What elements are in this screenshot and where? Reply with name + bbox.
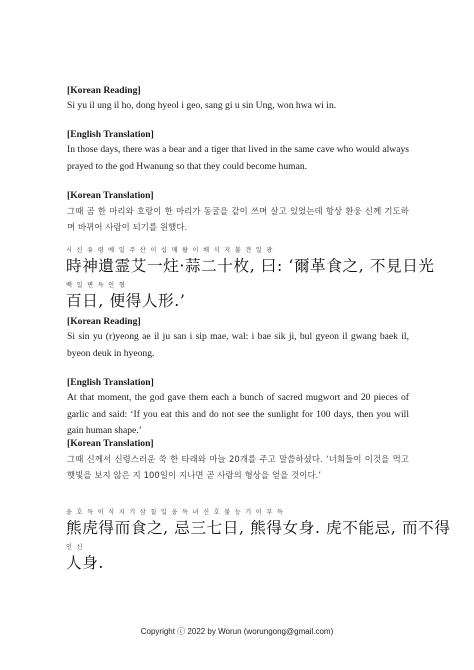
korean-translation-text: 그때 곰 한 마리와 호랑이 한 마리가 동굴을 같이 쓰며 살고 있었는데 항상 환웅 신께 기도하며 바뀌어 사람이 되기를 원했다. xyxy=(67,206,409,232)
section-label-korean-translation: [Korean Translation] xyxy=(67,190,154,201)
section-label-english-translation: [English Translation] xyxy=(67,129,154,140)
hanja-passage-1 xyxy=(66,245,435,311)
hanja-reading-annotation: 웅 호 득 이 식 지 기 삼 칠 일 웅 득 녀 신 호 불 능 기 이 부 득 xyxy=(66,509,284,516)
copyright-footer: Copyright ⓒ 2022 by Worun (worungong@gmail.com) xyxy=(140,627,334,636)
section-label-korean-reading: [Korean Reading] xyxy=(67,85,141,96)
hanja-reading-annotation: 인 신 xyxy=(66,544,83,551)
korean-translation-text: 그때 신께서 신령스러운 쑥 한 타래와 마늘 20개를 주고 말씀하셨다. ‘너희들이 이것을 먹고 햇빛을 보지 않은 지 100일이 지나면 곧 사람의 형상을 얻을 것이다.’ xyxy=(67,454,409,480)
english-translation-text: At that moment, the god gave them each a bunch of sacred mugwort and 20 pieces of garlic and said: ‘If you eat this and do not see the sunlight for 100 days, then you will gain human shape.’ xyxy=(67,392,409,436)
english-translation-text: In those days, there was a bear and a tiger that lived in the same cave who would always prayed to the god Hwanung so that they could become human. xyxy=(67,144,409,172)
hanja-text-line: 百日, 便得人形.’ xyxy=(66,292,186,310)
section-label-korean-translation: [Korean Translation] xyxy=(67,438,154,449)
hanja-passage-2 xyxy=(66,507,451,573)
hanja-text-line: 熊虎得而食之, 忌三七日, 熊得女身. 虎不能忌, 而不得 xyxy=(66,519,451,537)
section-label-korean-reading: [Korean Reading] xyxy=(67,316,141,327)
hanja-reading-annotation: 시 신 유 령 예 일 주 산 이 십 매 왈 이 배 식 지 불 견 일 광 xyxy=(66,247,273,254)
hanja-reading-annotation: 백 일 변 득 인 형 xyxy=(66,282,125,289)
section-label-english-translation: [English Translation] xyxy=(67,377,154,388)
hanja-text-line: 時神遺霊艾一炷·蒜二十枚, 曰: ‘爾革食之, 不見日光 xyxy=(66,257,435,275)
korean-reading-text: Si yu il ung il ho, dong hyeol i geo, sang gi u sin Ung, won hwa wi in. xyxy=(67,100,337,111)
hanja-text-line: 人身. xyxy=(66,554,104,572)
korean-reading-text: Si sin yu (r)yeong ae il ju san i sip mae, wal: i bae sik ji, bul gyeon il gwang baek il, byeon deuk in hyeong. xyxy=(67,331,409,359)
